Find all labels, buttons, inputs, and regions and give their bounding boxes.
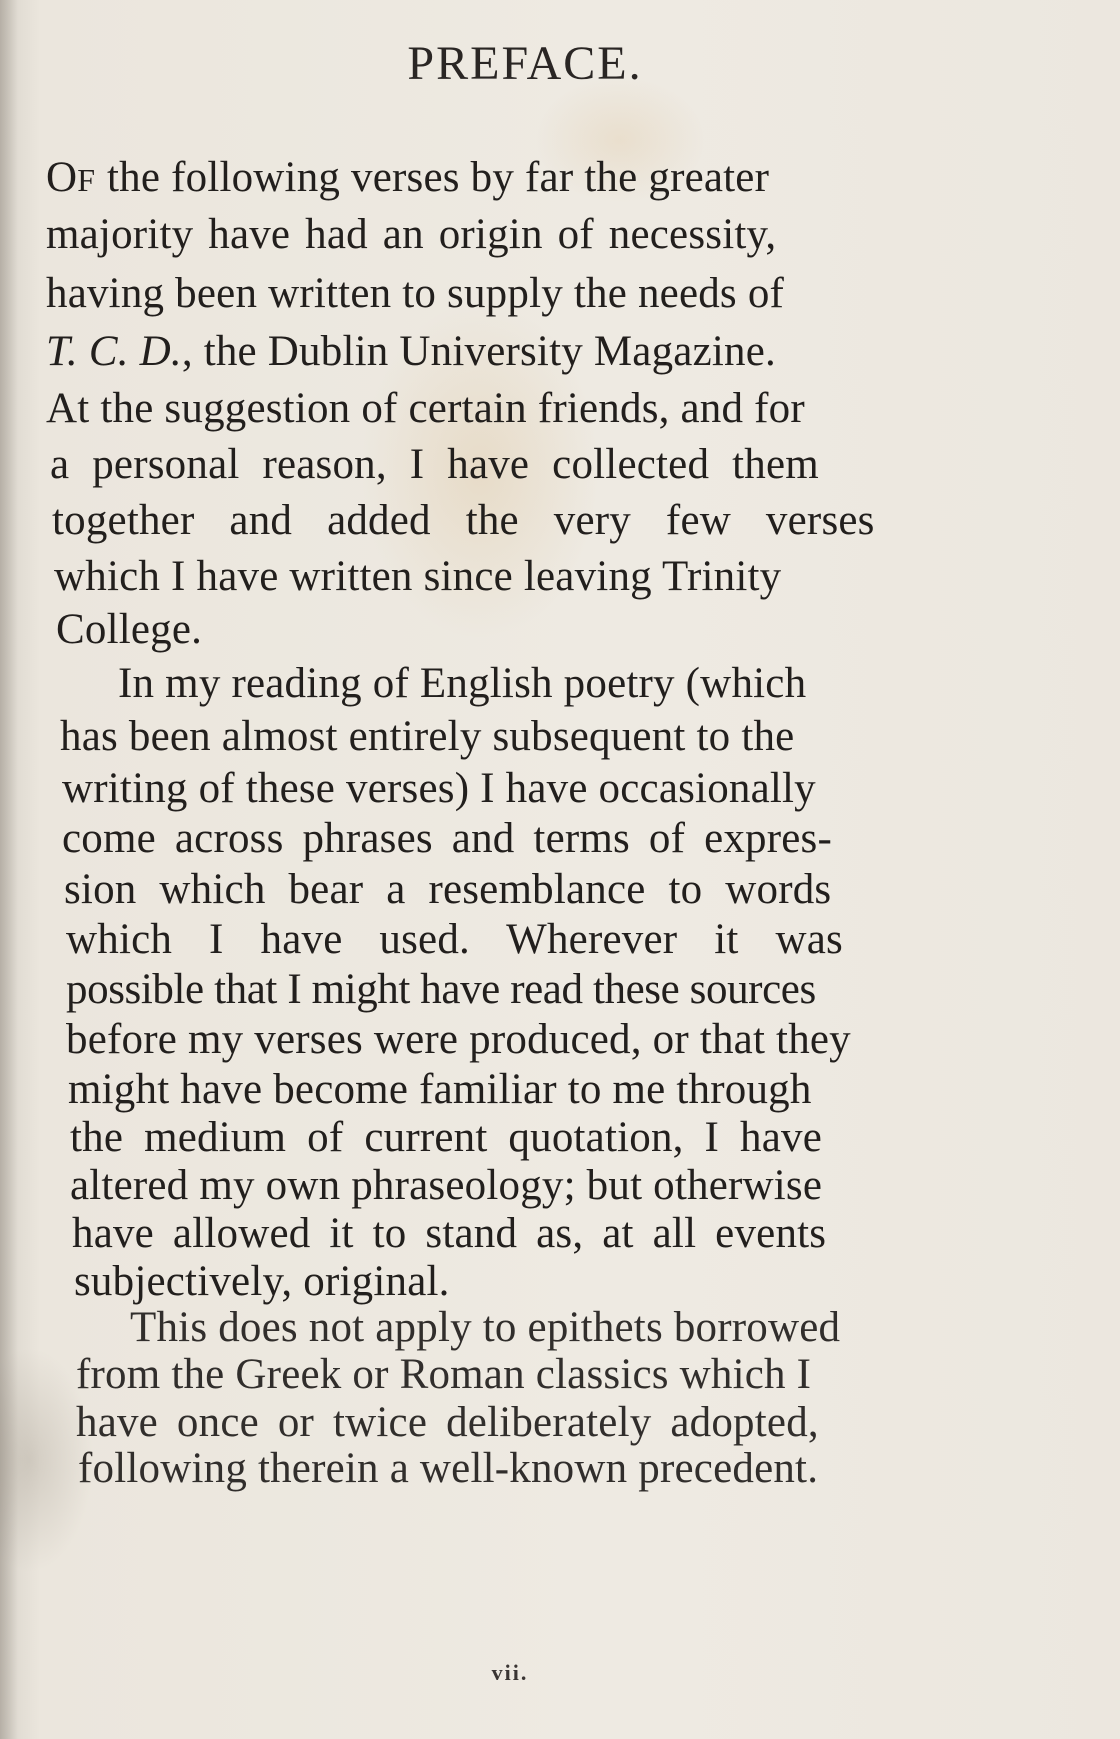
text-line: together and added the very few verses (52, 497, 875, 544)
text-line: In my reading of English poetry (which (118, 660, 807, 707)
text-line: This does not apply to epithets borrowed (130, 1304, 841, 1351)
text-line: come across phrases and terms of expres- (62, 815, 833, 862)
drop-cap-small-caps: F (77, 162, 97, 198)
text-line: a personal reason, I have collected them (50, 441, 819, 488)
text-line: have allowed it to stand as, at all events (72, 1210, 827, 1257)
text-line: from the Greek or Roman classics which I (76, 1351, 812, 1398)
text-line: possible that I might have read these sources (66, 966, 816, 1013)
text-line: subjectively, original. (74, 1258, 450, 1305)
text-line: sion which bear a resemblance to words (64, 866, 832, 913)
page-number: vii. (491, 1660, 529, 1685)
page-gutter-shadow (0, 0, 18, 1739)
text-line: the medium of current quotation, I have (70, 1114, 822, 1161)
text-line: has been almost entirely subsequent to the (60, 713, 795, 760)
text-line: majority have had an origin of necessity, (46, 211, 777, 258)
italic-abbreviation: T. C. D. (46, 328, 182, 375)
text-line: altered my own phraseology; but otherwise (70, 1162, 823, 1209)
text-line (46, 150, 1018, 208)
drop-cap-initial: O (46, 154, 78, 201)
text-line-rest: , the Dublin University Magazine. (181, 328, 776, 375)
text-line: which I have written since leaving Trinity (54, 553, 782, 600)
text-line: before my verses were produced, or that they (66, 1016, 851, 1063)
text-line: have once or twice deliberately adopted, (76, 1399, 819, 1446)
text-line: which I have used. Wherever it was (66, 916, 843, 963)
text-line: having been written to supply the needs of (46, 270, 785, 317)
text-line: At the suggestion of certain friends, and for (46, 385, 805, 432)
text-line (46, 324, 776, 380)
text-line: might have become familiar to me through (68, 1066, 812, 1113)
text-line-rest: the following verses by far the greater (96, 154, 770, 201)
text-line: College. (56, 606, 203, 653)
page-title: PREFACE. (407, 37, 643, 90)
text-line: following therein a well-known precedent. (78, 1445, 819, 1492)
text-line: writing of these verses) I have occasionally (62, 765, 816, 812)
